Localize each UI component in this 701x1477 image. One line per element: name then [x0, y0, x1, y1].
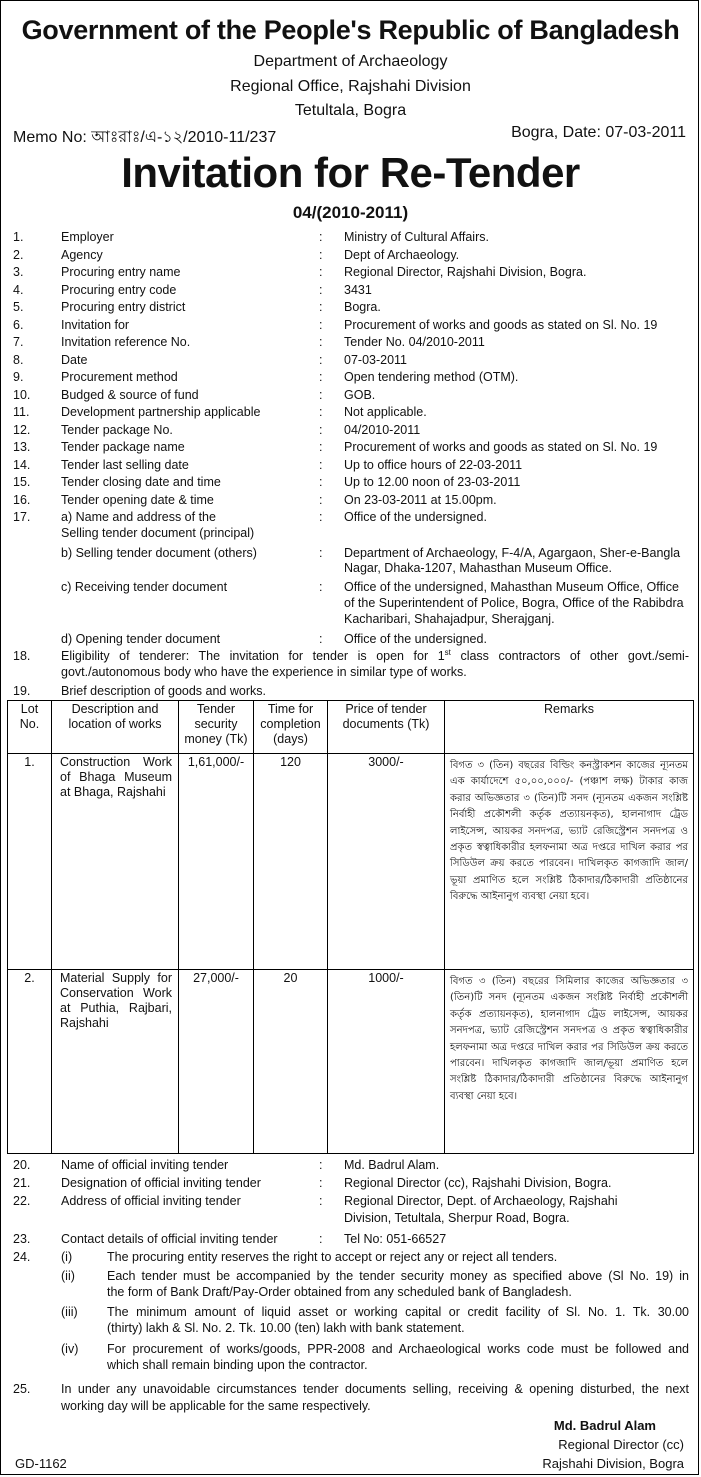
- footer-code: GD-1162: [15, 1456, 67, 1471]
- item-number: 23.: [13, 1232, 31, 1246]
- item-number: 12.: [13, 422, 31, 437]
- colon: :: [319, 352, 323, 367]
- colon: :: [319, 1176, 323, 1190]
- subitem-text: The minimum amount of liquid asset or working capital or credit facility of Sl. No. 1. Tk. 30.00: [107, 1305, 689, 1319]
- cell-security: 1,61,000/-: [179, 754, 254, 970]
- item-label: Budged & source of fund: [61, 387, 199, 402]
- colon: :: [319, 440, 323, 454]
- subitem-text: Each tender must be accompanied by the tender security money as specified above (Sl No. 19) in: [107, 1269, 689, 1283]
- notice-title: Invitation for Re-Tender: [121, 149, 580, 196]
- item-value: Regional Director, Dept. of Archaeology, Rajshahi: [344, 1194, 618, 1208]
- item-number: 14.: [13, 457, 31, 472]
- item-value: of the Superintendent of Police, Bogra, Office of the Rabibdra: [344, 596, 684, 610]
- item-label: Date: [61, 352, 88, 367]
- item-number: 25.: [13, 1382, 31, 1396]
- office-name: Regional Office, Rajshahi Division: [230, 78, 471, 95]
- colon: :: [319, 1158, 323, 1172]
- item-number: 9.: [13, 370, 24, 384]
- item-number: 19.: [13, 684, 31, 698]
- item-label: a) Name and address of the: [61, 510, 216, 524]
- item-value: Regional Director, Rajshahi Division, Bogra.: [344, 265, 587, 279]
- header-lot: Lot No.: [8, 701, 52, 754]
- subitem-key: (iii): [61, 1305, 78, 1319]
- item-number: 10.: [13, 387, 31, 402]
- item-label: Address of official inviting tender: [61, 1194, 241, 1208]
- item-label: c) Receiving tender document: [61, 580, 228, 594]
- header-price: Price of tender documents (Tk): [328, 701, 445, 754]
- table-header-row: [8, 701, 694, 754]
- item-label: Procuring entry name: [61, 265, 181, 279]
- item-text: working day will be applicable for the same respectively.: [61, 1399, 371, 1413]
- item-value: Tender No. 04/2010-2011: [344, 335, 485, 349]
- ordinal-suffix: st: [444, 647, 451, 657]
- item-number: 2.: [13, 247, 24, 262]
- signature-name: Md. Badrul Alam: [553, 1418, 656, 1433]
- item-label: Contact details of official inviting tender: [61, 1232, 278, 1246]
- colon: :: [319, 370, 323, 384]
- cell-security: 27,000/-: [179, 970, 254, 1154]
- item-label: Procuring entry district: [61, 300, 186, 314]
- item-value: Office of the undersigned.: [344, 510, 487, 524]
- cell-time: 20: [254, 970, 328, 1154]
- colon: :: [319, 510, 323, 524]
- cell-remarks: বিগত ৩ (তিন) বছরের সিমিলার কাজের অভিজ্ঞতার ৩ (তিন)টি সনদ (ন্যূনতম একজন সংশ্লিষ্ট নির্বাহী প্রকৌশলী কর্তৃক প্রত্যায়নকৃত), হালনাগাদ ট্রেড লাইসেন্স, আয়কর সনদপত্র, ভ্যাট রেজিস্ট্রেশন সনদপত্র ও প্রকৃত স্বত্বাধিকারীর হলফনামা অত্র দপ্তরে দাখিল করার পর সিডিউল ক্রয় করতে পারবেন। দাখিলকৃত কাগজাদি জাল/ভূয়া প্রমাণিত হলে সংশ্লিষ্ট ঠিকাদার/ঠিকাদারী প্রতিষ্ঠানের বিরুদ্ধে আইনানুগ ব্যবস্থা নেয়া হবে।: [445, 970, 694, 1154]
- colon: :: [319, 265, 323, 279]
- item-value: Department of Archaeology, F-4/A, Agargaon, Sher-e-Bangla: [344, 546, 681, 560]
- signature-office: Rajshahi Division, Bogra: [542, 1456, 684, 1471]
- colon: :: [319, 457, 323, 472]
- item-value: 3431: [344, 282, 372, 297]
- colon: :: [319, 230, 323, 244]
- item-value: Procurement of works and goods as stated on Sl. No. 19: [344, 317, 658, 332]
- cell-price: 3000/-: [328, 754, 445, 970]
- colon: :: [319, 300, 323, 314]
- item-label: b) Selling tender document (others): [61, 546, 257, 560]
- cell-lot: 1.: [8, 754, 52, 970]
- item-label: Invitation reference No.: [61, 335, 191, 349]
- office-location: Tetultala, Bogra: [294, 102, 407, 119]
- item-number: 17.: [13, 510, 31, 524]
- item-label: Invitation for: [61, 317, 130, 332]
- item-text: Brief description of goods and works.: [61, 684, 266, 698]
- subitem-key: (ii): [61, 1269, 75, 1283]
- item-value: Office of the undersigned.: [344, 632, 487, 646]
- item-value: Up to office hours of 22-03-2011: [344, 457, 523, 472]
- colon: :: [319, 422, 323, 437]
- item-number: 18.: [13, 649, 31, 663]
- item-value: Procurement of works and goods as stated on Sl. No. 19: [344, 440, 658, 454]
- item-label: Procurement method: [61, 370, 178, 384]
- cell-description: Material Supply for Conservation Work at Puthia, Rajbari, Rajshahi: [52, 970, 179, 1154]
- item-label: Tender package name: [61, 440, 185, 454]
- item-number: 24.: [13, 1250, 31, 1264]
- table-row: [8, 970, 694, 1154]
- memo-number: Memo No: আঃরাঃ/এ-১২/2010-11/237: [13, 129, 277, 146]
- colon: :: [319, 405, 323, 419]
- colon: :: [319, 632, 323, 646]
- colon: :: [319, 282, 323, 297]
- item-number: 5.: [13, 300, 24, 314]
- subitem-text: which shall remain binding upon the contractor.: [107, 1358, 368, 1372]
- colon: :: [319, 247, 323, 262]
- item-label: Tender closing date and time: [61, 475, 221, 489]
- works-table: [7, 700, 694, 1154]
- item-number: 21.: [13, 1176, 31, 1190]
- item-label: Procuring entry code: [61, 282, 177, 297]
- item-number: 22.: [13, 1194, 31, 1208]
- item-value: Regional Director (cc), Rajshahi Division, Bogra.: [344, 1176, 612, 1190]
- item-number: 6.: [13, 317, 24, 332]
- item-text: govt./autonomous body who have the experience in similar type of works.: [61, 665, 467, 679]
- item-value: Division, Tetultala, Sherpur Road, Bogra.: [344, 1211, 570, 1225]
- item-label: Employer: [61, 230, 114, 244]
- item-value: GOB.: [344, 387, 376, 402]
- item-value: Up to 12.00 noon of 23-03-2011: [344, 475, 521, 489]
- item-value: Open tendering method (OTM).: [344, 370, 519, 384]
- item-label: d) Opening tender document: [61, 632, 221, 646]
- colon: :: [319, 546, 323, 560]
- item-number: 8.: [13, 352, 24, 367]
- item-number: 4.: [13, 282, 24, 297]
- header-time: Time for completion (days): [254, 701, 328, 754]
- item-label: Development partnership applicable: [61, 405, 261, 419]
- colon: :: [319, 387, 323, 402]
- colon: :: [319, 475, 323, 489]
- item-value: 07-03-2011: [344, 352, 408, 367]
- header-remarks: Remarks: [445, 701, 694, 754]
- item-number: 3.: [13, 265, 24, 279]
- item-label: Designation of official inviting tender: [61, 1176, 261, 1190]
- item-value: Tel No: 051-66527: [344, 1232, 447, 1246]
- table-row: [8, 754, 694, 970]
- subitem-key: (iv): [61, 1342, 79, 1356]
- item-value: Bogra.: [344, 300, 381, 314]
- department-name: Department of Archaeology: [253, 53, 448, 70]
- colon: :: [319, 317, 323, 332]
- item-number: 13.: [13, 440, 31, 454]
- item-text-part: Eligibility of tenderer: The invitation for tender is open for 1: [61, 649, 445, 663]
- notice-number: 04/(2010-2011): [292, 203, 409, 222]
- colon: :: [319, 1194, 323, 1208]
- government-heading: Government of the People's Republic of Bangladesh: [21, 15, 680, 45]
- subitem-text: the form of Bank Draft/Pay-Order obtained from any scheduled bank of Bangladesh.: [107, 1285, 572, 1299]
- colon: :: [319, 335, 323, 349]
- item-label: Name of official inviting tender: [61, 1158, 229, 1172]
- item-text: In under any unavoidable circumstances tender documents selling, receiving & opening disturbed, the next: [61, 1382, 689, 1396]
- subitem-text: For procurement of works/goods, PPR-2008 and Archaeological works code must be followed and: [107, 1342, 689, 1356]
- item-value: Kacharibari, Shahajadpur, Sherajganj.: [344, 612, 555, 626]
- item-value: Md. Badrul Alam.: [344, 1158, 440, 1172]
- cell-remarks: বিগত ৩ (তিন) বছরের বিল্ডিং কনস্ট্রাকশন কাজের ন্যূনতম এক কার্যাদেশে ৫০,০০,০০০/- (পঞ্চাশ লক্ষ) টাকার কাজ করার অভিজ্ঞতার ৩ (তিন)টি সনদ (ন্যূনতম একজন সংশ্লিষ্ট নির্বাহী প্রকৌশলী কর্তৃক প্রত্যায়নকৃত), হালনাগাদ ট্রেড লাইসেন্স, আয়কর সনদপত্র, ভ্যাট রেজিস্ট্রেশন সনদপত্র ও প্রকৃত স্বত্বাধিকারীর হলফনামা অত্র দপ্তরে দাখিল করার পর সিডিউল ক্রয় করতে পারবেন। দাখিলকৃত কাগজাদি জাল/ভূয়া প্রমাণিত হলে সংশ্লিষ্ট ঠিকাদার/ঠিকাদারী প্রতিষ্ঠানের বিরুদ্ধে আইনানুগ ব্যবস্থা নেয়া হবে।: [445, 754, 694, 970]
- item-label: Selling tender document (principal): [61, 526, 255, 540]
- item-text: [61, 649, 689, 664]
- item-label: Tender last selling date: [61, 457, 189, 472]
- item-value: Office of the undersigned, Mahasthan Museum Office, Office: [344, 580, 679, 594]
- colon: :: [319, 580, 323, 594]
- header-description: Description and location of works: [52, 701, 179, 754]
- cell-description: Construction Work of Bhaga Museum at Bhaga, Rajshahi: [52, 754, 179, 970]
- item-number: 7.: [13, 335, 24, 349]
- item-text-part: class contractors of other govt./semi-: [450, 649, 689, 663]
- colon: :: [319, 1232, 323, 1246]
- item-label: Tender package No.: [61, 422, 173, 437]
- colon: :: [319, 492, 323, 507]
- item-value: On 23-03-2011 at 15.00pm.: [344, 492, 497, 507]
- subitem-key: (i): [61, 1250, 73, 1264]
- item-value: Nagar, Dhaka-1207, Mahasthan Museum Office.: [344, 561, 612, 575]
- item-value: Not applicable.: [344, 405, 427, 419]
- item-number: 11.: [13, 405, 30, 419]
- item-label: Agency: [61, 247, 103, 262]
- cell-price: 1000/-: [328, 970, 445, 1154]
- item-number: 20.: [13, 1158, 31, 1172]
- item-number: 15.: [13, 475, 31, 489]
- item-value: 04/2010-2011: [344, 422, 421, 437]
- cell-time: 120: [254, 754, 328, 970]
- cell-lot: 2.: [8, 970, 52, 1154]
- signature-designation: Regional Director (cc): [558, 1437, 684, 1452]
- item-number: 16.: [13, 492, 31, 507]
- item-value: Dept of Archaeology.: [344, 247, 460, 262]
- subitem-text: The procuring entity reserves the right to accept or reject any or reject all tenders.: [107, 1250, 558, 1264]
- item-number: 1.: [13, 230, 24, 244]
- place-date: Bogra, Date: 07-03-2011: [511, 124, 686, 141]
- header-security: Tender security money (Tk): [179, 701, 254, 754]
- item-value: Ministry of Cultural Affairs.: [344, 230, 489, 244]
- item-label: Tender opening date & time: [61, 492, 214, 507]
- subitem-text: (thirty) lakh & Sl. No. 2. Tk. 10.00 (ten) lakh with bank statement.: [107, 1321, 465, 1335]
